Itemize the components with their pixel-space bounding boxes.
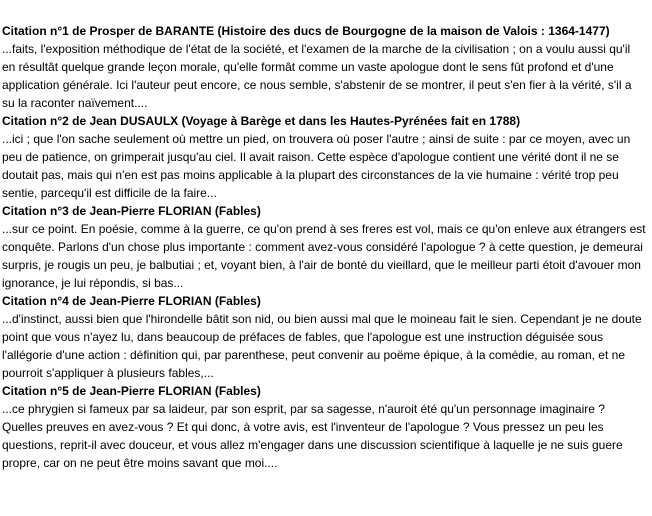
citation-title: Citation n°1 de Prosper de BARANTE (Histoire des ducs de Bourgogne de la maison de Valois : 1364-1477): [2, 24, 610, 38]
citation-5: [2, 382, 646, 472]
citation-title: Citation n°4 de Jean-Pierre FLORIAN (Fables): [2, 294, 261, 308]
citation-title: Citation n°5 de Jean-Pierre FLORIAN (Fables): [2, 384, 261, 398]
citation-title: Citation n°3 de Jean-Pierre FLORIAN (Fables): [2, 204, 261, 218]
citation-2: [2, 112, 646, 202]
citation-3: [2, 202, 646, 292]
citation-title: Citation n°2 de Jean DUSAULX (Voyage à Barège et dans les Hautes-Pyrénées fait en 1788): [2, 114, 521, 128]
citation-4: [2, 292, 646, 382]
citation-text: ...d'instinct, aussi bien que l'hirondelle bâtit son nid, ou bien aussi mal que le moineau fait le sien. Cependant je ne doute point que vous n'ayez lu, dans beaucoup de préfaces de fables, que l'apologue est une instruction déguisée sous l'allégorie d'une action : définition qui, par parenthese, peut convenir au poëme épique, à la comédie, au roman, et ne pourroit s'appliquer à plusieurs fables,...: [2, 312, 642, 380]
citation-text: ...faits, l'exposition méthodique de l'état de la société, et l'examen de la marche de la civilisation ; on a voulu aussi qu'il en résultât quelque grande leçon morale, qu'elle formât comme un vaste apologue dont le sens fût profond et d'une application générale. Ici l'auteur peut encore, ce nous semble, s'abstenir de se montrer, il peut s'en fier à la vérité, s'il a su la raconter naïvement....: [2, 42, 632, 110]
citation-text: ...ici ; que l'on sache seulement où mettre un pied, on trouvera où poser l'autre ; ainsi de suite : par ce moyen, avec un peu de patience, on grimperait jusqu'au ciel. Il avait raison. Cette espèce d'apologue contient une vérité dont il ne se doutait pas, mais qui n'en est pas moins applicable à la plupart des circonstances de la vie humaine : vérité trop peu sentie, parcequ'il est difficile de la faire...: [2, 132, 631, 200]
citation-text: ...sur ce point. En poésie, comme à la guerre, ce qu'on prend à ses freres est vol, mais ce qu'on enleve aux étrangers est conquête. Parlons d'un chose plus importante : comment avez-vous considéré l'apologue ? à cette question, je demeurai surpris, je rougis un peu, je balbutiai ; et, voyant bien, à l'air de bonté du vieillard, que le meilleur parti étoit d'avouer mon ignorance, je lui répondis, si bas...: [2, 222, 646, 290]
citation-1: [2, 22, 646, 112]
citation-text: ...ce phrygien si fameux par sa laideur, par son esprit, par sa sagesse, n'auroit été qu'un personnage imaginaire ? Quelles preuves en avez-vous ? Et qui donc, à votre avis, est l'inventeur de l'apologue ? Vous pressez un peu les questions, reprit-il avec douceur, et vous allez m'engager dans une discussion scientifique à laquelle je ne suis guere propre, car on ne peut être moins savant que moi....: [2, 402, 623, 470]
